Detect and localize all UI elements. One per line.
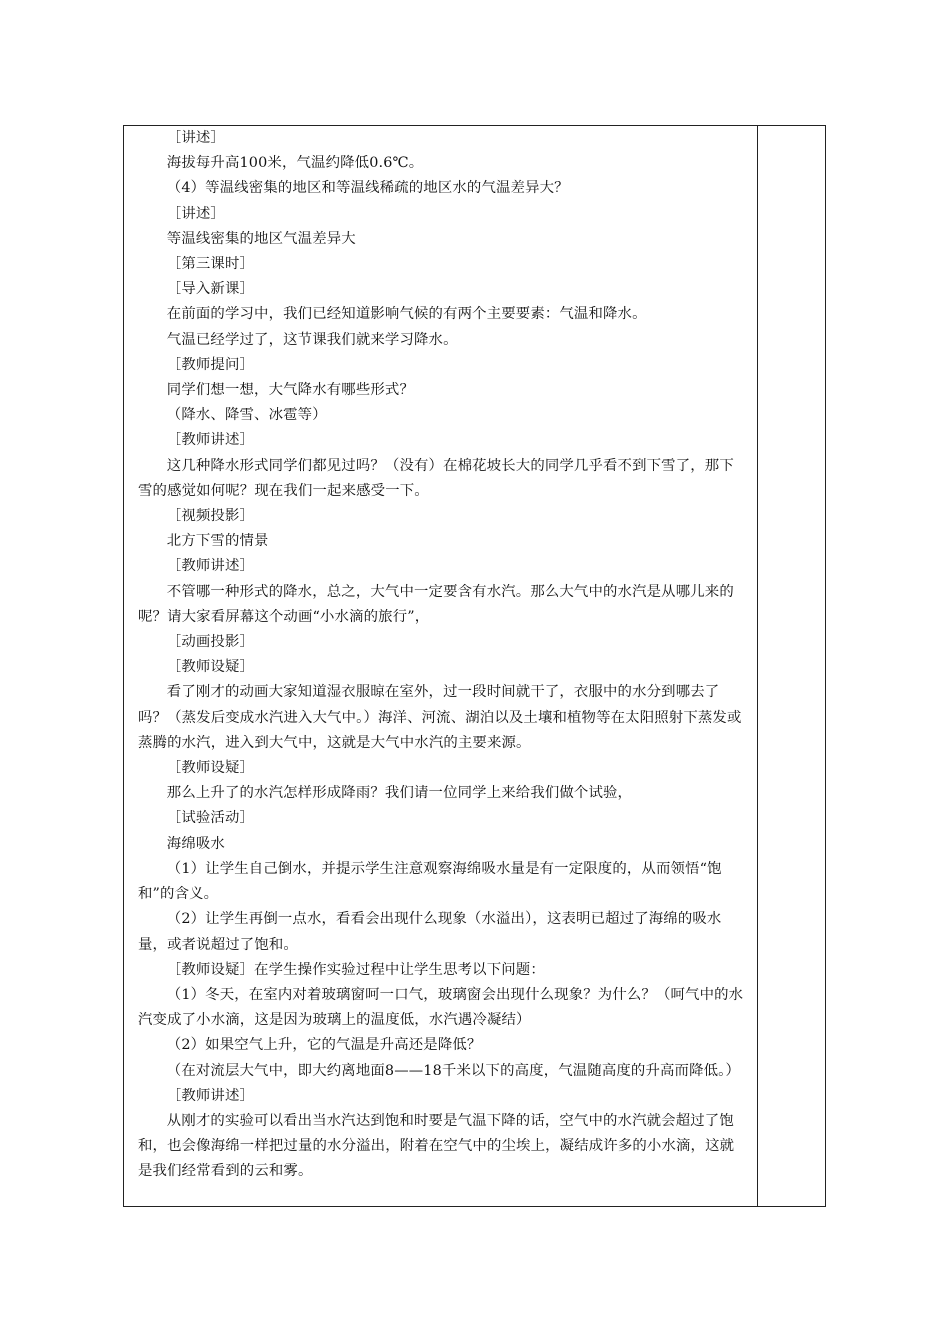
paragraph: 海绵吸水 <box>166 835 225 852</box>
paragraph: （2）让学生再倒一点水，看看会出现什么现象（水溢出），这表明已超过了海绵的吸水量，或者说超过了饱和。 <box>138 911 722 953</box>
paragraph: （在对流层大气中，即大约离地面8——18千米以下的高度，气温随高度的升高而降低。） <box>166 1062 741 1079</box>
paragraph: 从刚才的实验可以看出当水汽达到饱和时要是气温下降的话，空气中的水汽就会超过了饱和，也会像海绵一样把过量的水分溢出，附着在空气中的尘埃上，凝结成许多的小水滴，这就是我们经常看到的云和雾。 <box>138 1112 735 1180</box>
lesson-content <box>138 126 747 1185</box>
paragraph: （1）让学生自己倒水，并提示学生注意观察海绵吸水量是有一定限度的，从而领悟“饱和”的含义。 <box>138 860 722 903</box>
lesson-content-cell <box>124 126 758 1206</box>
section-label: ［教师提问］ <box>166 356 255 373</box>
paragraph: 海拔每升高100米，气温约降低0.6℃。 <box>166 155 424 172</box>
section-label: ［教师讲述］ <box>166 432 255 449</box>
paragraph: （2）如果空气上升，它的气温是升高还是降低？ <box>166 1037 482 1054</box>
section-label: ［讲述］ <box>166 205 225 222</box>
paragraph: 等温线密集的地区气温差异大 <box>166 230 356 247</box>
section-label: ［教师讲述］ <box>166 1087 255 1104</box>
paragraph: ［教师设疑］在学生操作实验过程中让学生思考以下问题： <box>166 961 545 978</box>
section-label: ［第三课时］ <box>166 256 255 273</box>
section-label: ［教师设疑］ <box>166 760 255 777</box>
paragraph: （降水、降雪、冰雹等） <box>166 407 327 424</box>
paragraph: 同学们想一想，大气降水有哪些形式？ <box>166 382 414 399</box>
paragraph: 看了刚才的动画大家知道湿衣服晾在室外，过一段时间就干了，衣服中的水分到哪去了吗？（蒸发后变成水汽进入大气中。）海洋、河流、湖泊以及土壤和植物等在太阳照射下蒸发或蒸腾的水汽，进入到大气中，这就是大气中水汽的主要来源。 <box>138 684 742 751</box>
section-label: ［视频投影］ <box>166 508 255 525</box>
section-label: ［导入新课］ <box>166 281 255 298</box>
paragraph: 在前面的学习中，我们已经知道影响气候的有两个主要要素：气温和降水。 <box>166 306 647 323</box>
paragraph: 那么上升了的水汽怎样形成降雨？我们请一位同学上来给我们做个试验， <box>166 785 633 802</box>
paragraph: 这几种降水形式同学们都见过吗？（没有）在棉花坡长大的同学几乎看不到下雪了，那下雪的感觉如何呢？现在我们一起来感受一下。 <box>138 457 734 499</box>
section-label: ［试验活动］ <box>166 810 255 827</box>
section-label: ［动画投影］ <box>166 634 255 651</box>
paragraph: 气温已经学过了，这节课我们就来学习降水。 <box>166 331 458 348</box>
section-label: ［讲述］ <box>166 130 225 146</box>
paragraph: 不管哪一种形式的降水，总之，大气中一定要含有水汽。那么大气中的水汽是从哪儿来的呢？请大家看屏幕这个动画“小水滴的旅行”， <box>138 583 734 625</box>
section-label: ［教师讲述］ <box>166 558 255 575</box>
paragraph: （1）冬天，在室内对着玻璃窗呵一口气，玻璃窗会出现什么现象？为什么？（呵气中的水汽变成了小水滴，这是因为玻璃上的温度低，水汽遇冷凝结） <box>138 986 744 1029</box>
notes-cell <box>758 126 825 1206</box>
lesson-table <box>123 125 826 1207</box>
paragraph: （4）等温线密集的地区和等温线稀疏的地区水的气温差异大？ <box>166 180 569 197</box>
section-label: ［教师设疑］ <box>166 659 255 676</box>
paragraph: 北方下雪的情景 <box>166 533 269 550</box>
